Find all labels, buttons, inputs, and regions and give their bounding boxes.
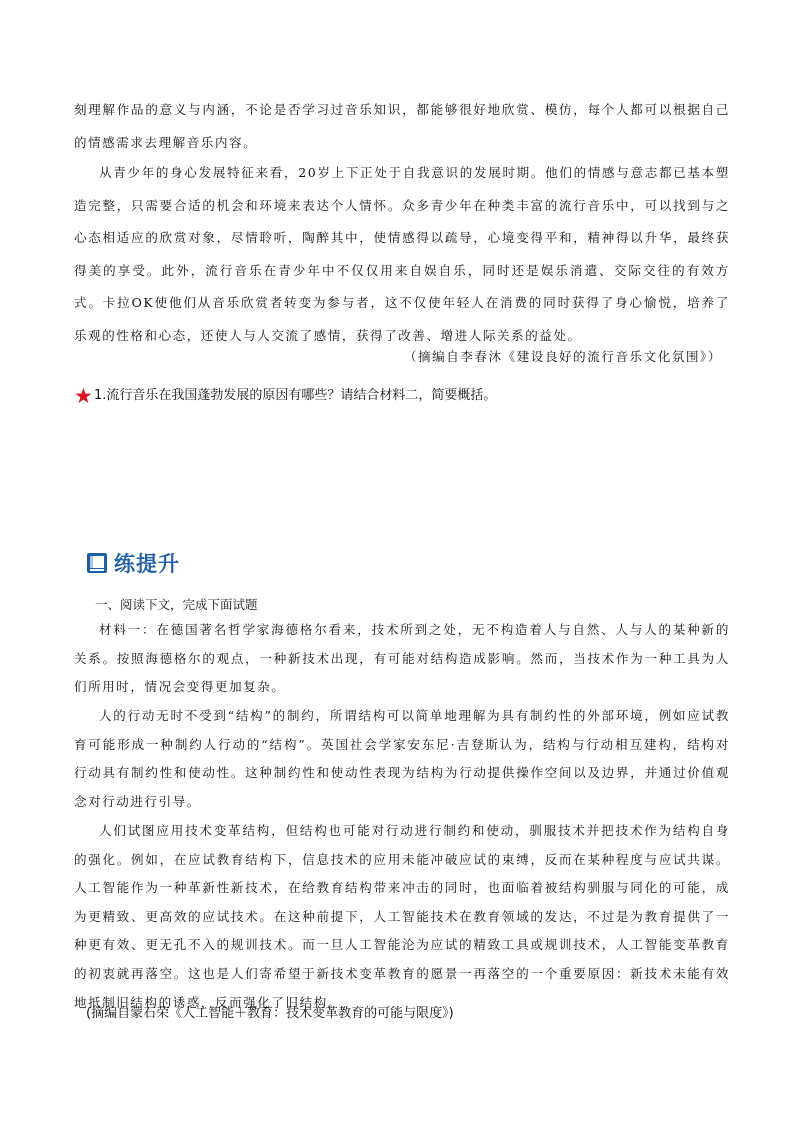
book-icon	[86, 552, 108, 574]
material-one-paragraph-3: 人们试图应用技术变革结构，但结构也可能对行动进行制约和使动，驯服技术并把技术作为结构自身的强化。例如，在应试教育结构下，信息技术的应用未能冲破应试的束缚，反而在某种程度与应试共谋。人工智能作为一种革新性新技术，在给教育结构带来冲击的同时，也面临着被结构驯服与同化的可能，成为更精致、更高效的应试技术。在这种前提下，人工智能技术在教育领域的发达，不过是为教育提供了一种更有效、更无孔不入的规训技术。而一旦人工智能沦为应试的精致工具或规训技术，人工智能变革教育的初衷就再落空。这也是人们寄希望于新技术变革教育的愿景一再落空的一个重要原因：新技术未能有效地抵制旧结构的诱惑，反而强化了旧结构。	[74, 823, 730, 1010]
paragraph-youth: 从青少年的身心发展特征来看，20岁上下正处于自我意识的发展时期。他们的情感与意志都已基本塑造完整，只需要合适的机会和环境来表达个人情怀。众多青少年在种类丰富的流行音乐中，可以找到与之心态相适应的欣赏对象，尽情聆听，陶醉其中，使情感得以疏导，心境变得平和，精神得以升华，最终获得美的享受。此外，流行音乐在青少年中不仅仅用来自娱自乐，同时还是娱乐消遣、交际交往的有效方式。卡拉OK使他们从音乐欣赏者转变为参与者，这不仅使年轻人在消费的同时获得了身心愉悦，培养了乐观的性格和心态，还使人与人交流了感情，获得了改善、增进人际关系的益处。	[74, 165, 730, 343]
material-one-paragraph-1: 材料一：在德国著名哲学家海德格尔看来，技术所到之处，无不构造着人与自然、人与人的某种新的关系。按照海德格尔的观点，一种新技术出现，有可能对结构造成影响。然而，当技术作为一种工具为人们所用时，情况会变得更加复杂。	[74, 622, 730, 695]
question-1	[74, 384, 734, 408]
citation-li-chunmu: （摘编自李春沐《建设良好的流行音乐文化氛围》）	[403, 349, 722, 364]
citation-meng-shirong: (摘编自蒙石荣《人工智能＋教育：技术变革教育的可能与限度》)	[86, 1006, 454, 1021]
material-one-paragraph-2: 人的行动无时不受到“结构”的制约，所谓结构可以简单地理解为具有制约性的外部环境，例如应试教育可能形成一种制约人行动的“结构”。英国社会学家安东尼·吉登斯认为，结构与行动相互建构，结构对行动具有制约性和使动性。这种制约性和使动性表现为结构为行动提供操作空间以及边界，并通过价值观念对行动进行引导。	[74, 708, 730, 809]
question-text: 1.流行音乐在我国蓬勃发展的原因有哪些？请结合材料二，简要概括。	[94, 388, 497, 403]
continuation-paragraph: 刻理解作品的意义与内涵，不论是否学习过音乐知识，都能够很好地欣赏、模仿，每个人都可以根据自己的情感需求去理解音乐内容。	[74, 102, 730, 150]
section-heading	[86, 548, 180, 578]
section-subheading: 一、阅读下文，完成下面试题	[95, 597, 258, 612]
section-title: 练提升	[114, 552, 180, 576]
star-icon: ★	[74, 384, 93, 408]
